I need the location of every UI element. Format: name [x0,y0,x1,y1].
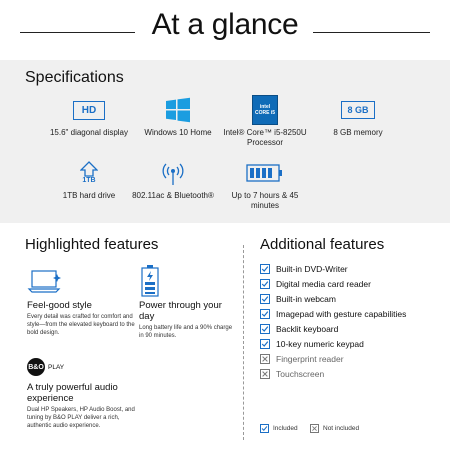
spec-label: Up to 7 hours & 45 minutes [231,191,299,210]
legend-included [260,424,298,433]
feature-style [27,300,139,337]
feature-checklist-item [260,367,324,380]
feature-audio [27,382,139,430]
cross-icon [260,354,270,364]
feature-checklist-label: Digital media card reader [276,278,371,289]
feature-heading: Power through your day [139,300,222,322]
feature-description: Dual HP Speakers, HP Audio Boost, and tuning by B&O PLAY deliver a rich, authentic audio experience. [27,407,135,429]
specifications-title: Specifications [25,69,124,86]
battery-charge-icon [139,264,163,298]
feature-checklist-label: Imagepad with gesture capabilities [276,308,407,319]
feature-description: Long battery life and a 90% charge in 90 minutes. [139,325,233,339]
cross-icon [260,369,270,379]
hard-drive-icon: 1TB [46,158,132,188]
highlighted-features-title: Highlighted features [25,236,159,253]
wireless-icon [130,158,216,188]
section-divider [243,245,245,440]
feature-heading: A truly powerful audio experience [27,382,118,404]
feature-checklist-label: 10-key numeric keypad [276,338,364,349]
spec-label: 15.6" diagonal display [49,128,128,137]
spec-memory [315,95,401,138]
feature-checklist-label: Touchscreen [276,368,325,379]
feature-checklist-item [260,322,338,335]
spec-wireless [130,158,216,201]
feature-checklist-item [260,262,348,275]
spec-label: 1TB hard drive [62,191,116,200]
play-logo-text: PLAY [48,363,65,371]
additional-features-title: Additional features [260,236,385,253]
spec-processor [222,95,308,148]
spec-os [135,95,221,138]
bo-play-logo-icon [27,358,64,376]
page-title: At a glance [151,8,299,41]
check-icon [260,309,270,319]
spec-label: 802.11ac & Bluetooth® [132,191,214,200]
legend-included-label: Included [273,425,298,432]
spec-label: 8 GB memory [333,128,383,137]
spec-label: Windows 10 Home [144,128,212,137]
intel-chip-badge: intel CORE i5 [252,95,278,125]
check-icon [260,279,270,289]
feature-checklist-label: Built-in DVD-Writer [276,263,348,274]
memory-chip-icon: 8 GB [315,95,401,125]
feature-checklist-item [260,352,344,365]
feature-description: Every detail was crafted for comfort and style—from the elevated keyboard to the bold design. [27,314,135,336]
battery-icon [222,158,308,188]
feature-checklist-label: Backlit keyboard [276,323,339,334]
feature-checklist-item [260,337,364,350]
feature-checklist-label: Fingerprint reader [276,353,344,364]
laptop-icon [27,268,63,298]
check-icon [260,324,270,334]
title-rule-left [20,32,135,33]
feature-battery [139,300,234,340]
cross-icon [310,424,319,433]
bo-logo-circle: B&O [27,358,45,376]
feature-checklist-label: Built-in webcam [276,293,336,304]
spec-battery [222,158,308,211]
spec-storage [46,158,132,201]
legend-not-included [310,424,359,433]
check-icon [260,264,270,274]
feature-heading: Feel-good style [27,300,92,311]
hd-display-icon: HD [46,95,132,125]
check-icon [260,339,270,349]
legend-not-included-label: Not included [323,425,360,432]
feature-checklist-item [260,277,371,290]
feature-checklist-item [260,307,406,320]
feature-checklist-item [260,292,336,305]
spec-display [46,95,132,138]
title-rule-right [313,32,430,33]
intel-core-i5-icon [222,95,308,125]
check-icon [260,294,270,304]
spec-label: Intel® Core™ i5-8250U Processor [223,128,307,147]
check-icon [260,424,269,433]
windows-logo-icon [135,95,221,125]
